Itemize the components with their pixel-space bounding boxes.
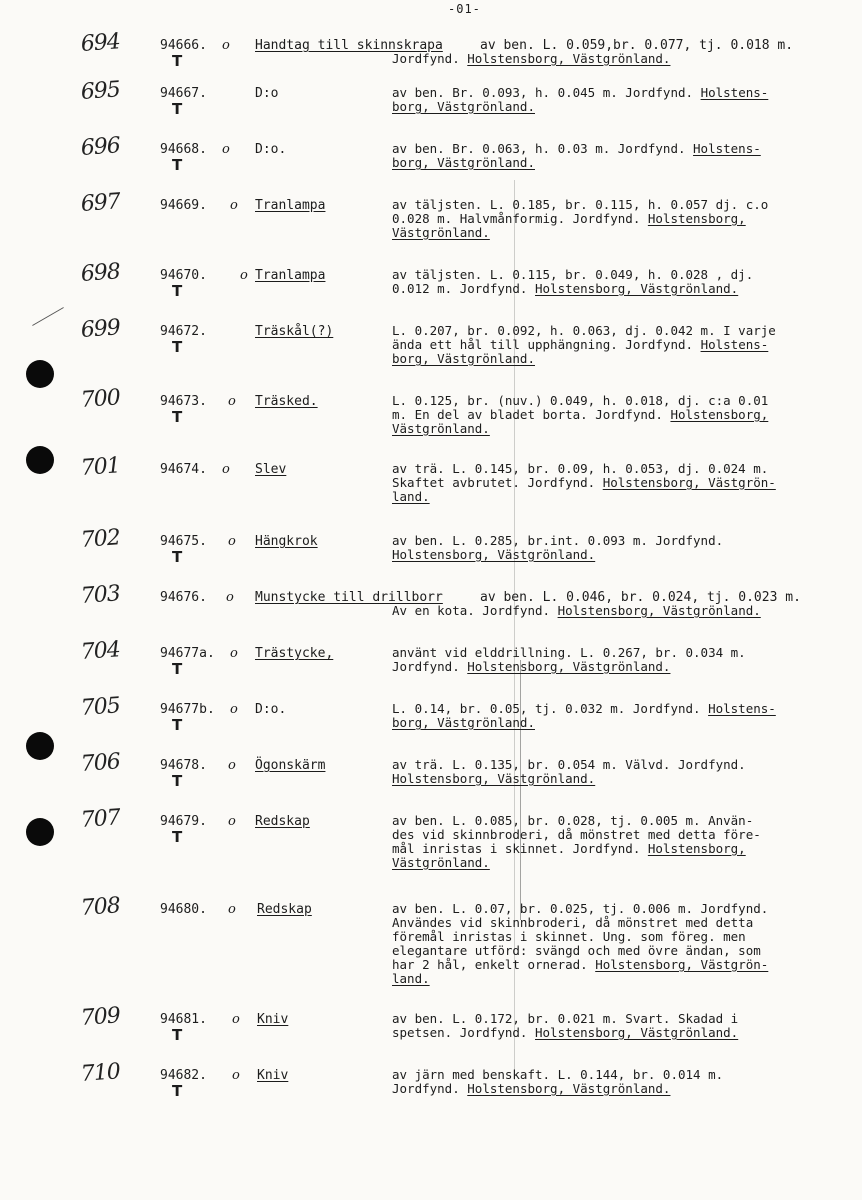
description xyxy=(392,198,837,240)
handwritten-number: 697 xyxy=(80,189,121,217)
description-text: av ben. L. 0.285, br.int. 0.093 m. Jordfynd. xyxy=(392,533,724,548)
circle-mark: o xyxy=(226,590,234,605)
handwritten-number: 695 xyxy=(80,77,121,105)
catalogue-number: 94681. xyxy=(160,1012,207,1027)
catalogue-number: 94677b. xyxy=(160,702,215,717)
punch-hole xyxy=(26,732,54,760)
location: Holstensborg, Västgrönland. xyxy=(535,281,739,296)
catalogue-number: 94669. xyxy=(160,198,207,213)
description xyxy=(392,702,837,730)
t-mark: T xyxy=(172,408,183,426)
handwritten-number: 704 xyxy=(80,637,121,665)
catalogue-number: 94678. xyxy=(160,758,207,773)
catalogue-number: 94670. xyxy=(160,268,207,283)
location: Holstensborg, Västgrönland. xyxy=(467,659,671,674)
object-name: D:o xyxy=(255,86,279,101)
t-mark: T xyxy=(172,100,183,118)
object-name: Träskål(?) xyxy=(255,324,334,339)
handwritten-number: 694 xyxy=(80,29,121,57)
location: Holstens- borg, Västgrönland. xyxy=(392,85,769,114)
catalogue-number: 94682. xyxy=(160,1068,207,1083)
description-text: L. 0.207, br. 0.092, h. 0.063, dj. 0.042 m. I varje ända ett hål till upphängning. Jordfynd. xyxy=(392,323,776,352)
location: Holstensborg, Västgrönland. xyxy=(392,547,596,562)
fold-line-dark xyxy=(520,660,521,920)
location: Holstensborg, Västgrönland. xyxy=(535,1025,739,1040)
page-number: -01- xyxy=(448,2,481,16)
handwritten-number: 707 xyxy=(80,805,121,833)
description xyxy=(392,462,837,504)
object-name: Kniv xyxy=(257,1012,289,1027)
handwritten-number: 700 xyxy=(80,385,121,413)
location: Holstensborg, Västgrönland. xyxy=(467,51,671,66)
object-name: Slev xyxy=(255,462,287,477)
description xyxy=(392,142,837,170)
description xyxy=(392,902,837,986)
handwritten-number: 709 xyxy=(80,1003,121,1031)
handwritten-number: 696 xyxy=(80,133,121,161)
circle-mark: o xyxy=(230,198,238,213)
object-name: Redskap xyxy=(257,902,312,917)
object-name: Ögonskärm xyxy=(255,758,326,773)
object-name: D:o. xyxy=(255,702,287,717)
description-text: av täljsten. L. 0.185, br. 0.115, h. 0.057 dj. c.o 0.028 m. Halvmånformig. Jordfynd. xyxy=(392,197,769,226)
handwritten-number: 702 xyxy=(80,525,121,553)
circle-mark: o xyxy=(240,268,248,283)
circle-mark: o xyxy=(228,758,236,773)
description-text: L. 0.125, br. (nuv.) 0.049, h. 0.018, dj. c:a 0.01 m. En del av bladet borta. Jordfynd. xyxy=(392,393,769,422)
t-mark: T xyxy=(172,156,183,174)
circle-mark: o xyxy=(222,142,230,157)
circle-mark: o xyxy=(230,702,238,717)
description xyxy=(392,52,837,66)
punch-hole xyxy=(26,818,54,846)
description-text: av ben. Br. 0.063, h. 0.03 m. Jordfynd. xyxy=(392,141,694,156)
t-mark: T xyxy=(172,52,183,70)
description xyxy=(392,394,837,436)
catalogue-number: 94673. xyxy=(160,394,207,409)
description-text: av ben. L. 0.172, br. 0.021 m. Svart. Skadad i spetsen. Jordfynd. xyxy=(392,1011,739,1040)
handwritten-number: 706 xyxy=(80,749,121,777)
object-name: D:o. xyxy=(255,142,287,157)
punch-hole xyxy=(26,360,54,388)
object-name: Handtag till skinnskrapa xyxy=(255,38,443,53)
location: Holstens- borg, Västgrönland. xyxy=(392,337,769,366)
description xyxy=(392,534,837,562)
object-name: Träsked. xyxy=(255,394,318,409)
handwritten-number: 699 xyxy=(80,315,121,343)
description xyxy=(392,604,837,618)
location: Holstensborg, Västgrön- land. xyxy=(392,957,769,986)
circle-mark: o xyxy=(228,394,236,409)
catalogue-number: 94667. xyxy=(160,86,207,101)
object-name: Trästycke, xyxy=(255,646,334,661)
catalogue-number: 94676. xyxy=(160,590,207,605)
catalogue-number: 94666. xyxy=(160,38,207,53)
catalogue-number: 94680. xyxy=(160,902,207,917)
description-text: av täljsten. L. 0.115, br. 0.049, h. 0.028 , dj. 0.012 m. Jordfynd. xyxy=(392,267,754,296)
t-mark: T xyxy=(172,282,183,300)
description-text: av trä. L. 0.145, br. 0.09, h. 0.053, dj. 0.024 m. Skaftet avbrutet. Jordfynd. xyxy=(392,461,769,490)
description xyxy=(392,646,837,674)
object-name: Kniv xyxy=(257,1068,289,1083)
location: Holstensborg, Västgrönland. xyxy=(392,771,596,786)
t-mark: T xyxy=(172,338,183,356)
description-first-line: av ben. L. 0.059,br. 0.077, tj. 0.018 m. xyxy=(480,38,794,53)
description xyxy=(392,86,837,114)
t-mark: T xyxy=(172,716,183,734)
t-mark: T xyxy=(172,828,183,846)
description xyxy=(392,324,837,366)
description-text: av ben. L. 0.07, br. 0.025, tj. 0.006 m. Jordfynd. Användes vid skinnbroderi, då mönstret med detta föremål inristas i skinnet. Ung. som föreg. men elegantare utförd: svängd och med övre ändan, som har 2 hål, enkelt ornerad. xyxy=(392,901,769,972)
location: Holstens- borg, Västgrönland. xyxy=(392,701,776,730)
circle-mark: o xyxy=(232,1012,240,1027)
description xyxy=(392,1012,837,1040)
handwritten-number: 698 xyxy=(80,259,121,287)
description xyxy=(392,268,837,296)
description-text: av ben. L. 0.085, br. 0.028, tj. 0.005 m. Använ- des vid skinnbroderi, då mönstret med detta före- mål inristas i skinnet. Jordfynd. xyxy=(392,813,761,856)
location: Holstensborg, Västgrön- land. xyxy=(392,475,776,504)
t-mark: T xyxy=(172,772,183,790)
circle-mark: o xyxy=(228,902,236,917)
object-name: Munstycke till drillborr xyxy=(255,590,443,605)
circle-mark: o xyxy=(230,646,238,661)
catalogue-number: 94677a. xyxy=(160,646,215,661)
description-text: Jordfynd. xyxy=(392,51,468,66)
description-first-line: av ben. L. 0.046, br. 0.024, tj. 0.023 m. xyxy=(480,590,801,605)
description-text: Av en kota. Jordfynd. xyxy=(392,603,558,618)
t-mark: T xyxy=(172,1082,183,1100)
t-mark: T xyxy=(172,548,183,566)
description xyxy=(392,814,837,870)
handwritten-number: 705 xyxy=(80,693,121,721)
catalogue-number: 94679. xyxy=(160,814,207,829)
handwritten-number: 710 xyxy=(80,1059,121,1087)
description-text: använt vid elddrillning. L. 0.267, br. 0.034 m. Jordfynd. xyxy=(392,645,746,674)
circle-mark: o xyxy=(228,814,236,829)
catalogue-number: 94674. xyxy=(160,462,207,477)
catalogue-number: 94668. xyxy=(160,142,207,157)
object-name: Tranlampa xyxy=(255,198,326,213)
location: Holstensborg, Västgrönland. xyxy=(557,603,761,618)
catalogue-number: 94672. xyxy=(160,324,207,339)
description-text: av järn med benskaft. L. 0.144, br. 0.014 m. Jordfynd. xyxy=(392,1067,724,1096)
circle-mark: o xyxy=(222,462,230,477)
catalogue-number: 94675. xyxy=(160,534,207,549)
object-name: Hängkrok xyxy=(255,534,318,549)
location: Holstensborg, Västgrönland. xyxy=(392,211,746,240)
circle-mark: o xyxy=(228,534,236,549)
pen-stroke xyxy=(32,307,64,326)
description-text: av ben. Br. 0.093, h. 0.045 m. Jordfynd. xyxy=(392,85,701,100)
description-text: av trä. L. 0.135, br. 0.054 m. Välvd. Jordfynd. xyxy=(392,757,746,772)
circle-mark: o xyxy=(232,1068,240,1083)
description xyxy=(392,758,837,786)
handwritten-number: 703 xyxy=(80,581,121,609)
punch-hole xyxy=(26,446,54,474)
handwritten-number: 708 xyxy=(80,893,121,921)
location: Holstensborg, Västgrönland. xyxy=(392,407,769,436)
location: Holstensborg, Västgrönland. xyxy=(467,1081,671,1096)
location: Holstensborg, Västgrönland. xyxy=(392,841,746,870)
object-name: Tranlampa xyxy=(255,268,326,283)
t-mark: T xyxy=(172,1026,183,1044)
location: Holstens- borg, Västgrönland. xyxy=(392,141,761,170)
circle-mark: o xyxy=(222,38,230,53)
description xyxy=(392,1068,837,1096)
object-name: Redskap xyxy=(255,814,310,829)
description-text: L. 0.14, br. 0.05, tj. 0.032 m. Jordfynd. xyxy=(392,701,709,716)
t-mark: T xyxy=(172,660,183,678)
handwritten-number: 701 xyxy=(80,453,121,481)
